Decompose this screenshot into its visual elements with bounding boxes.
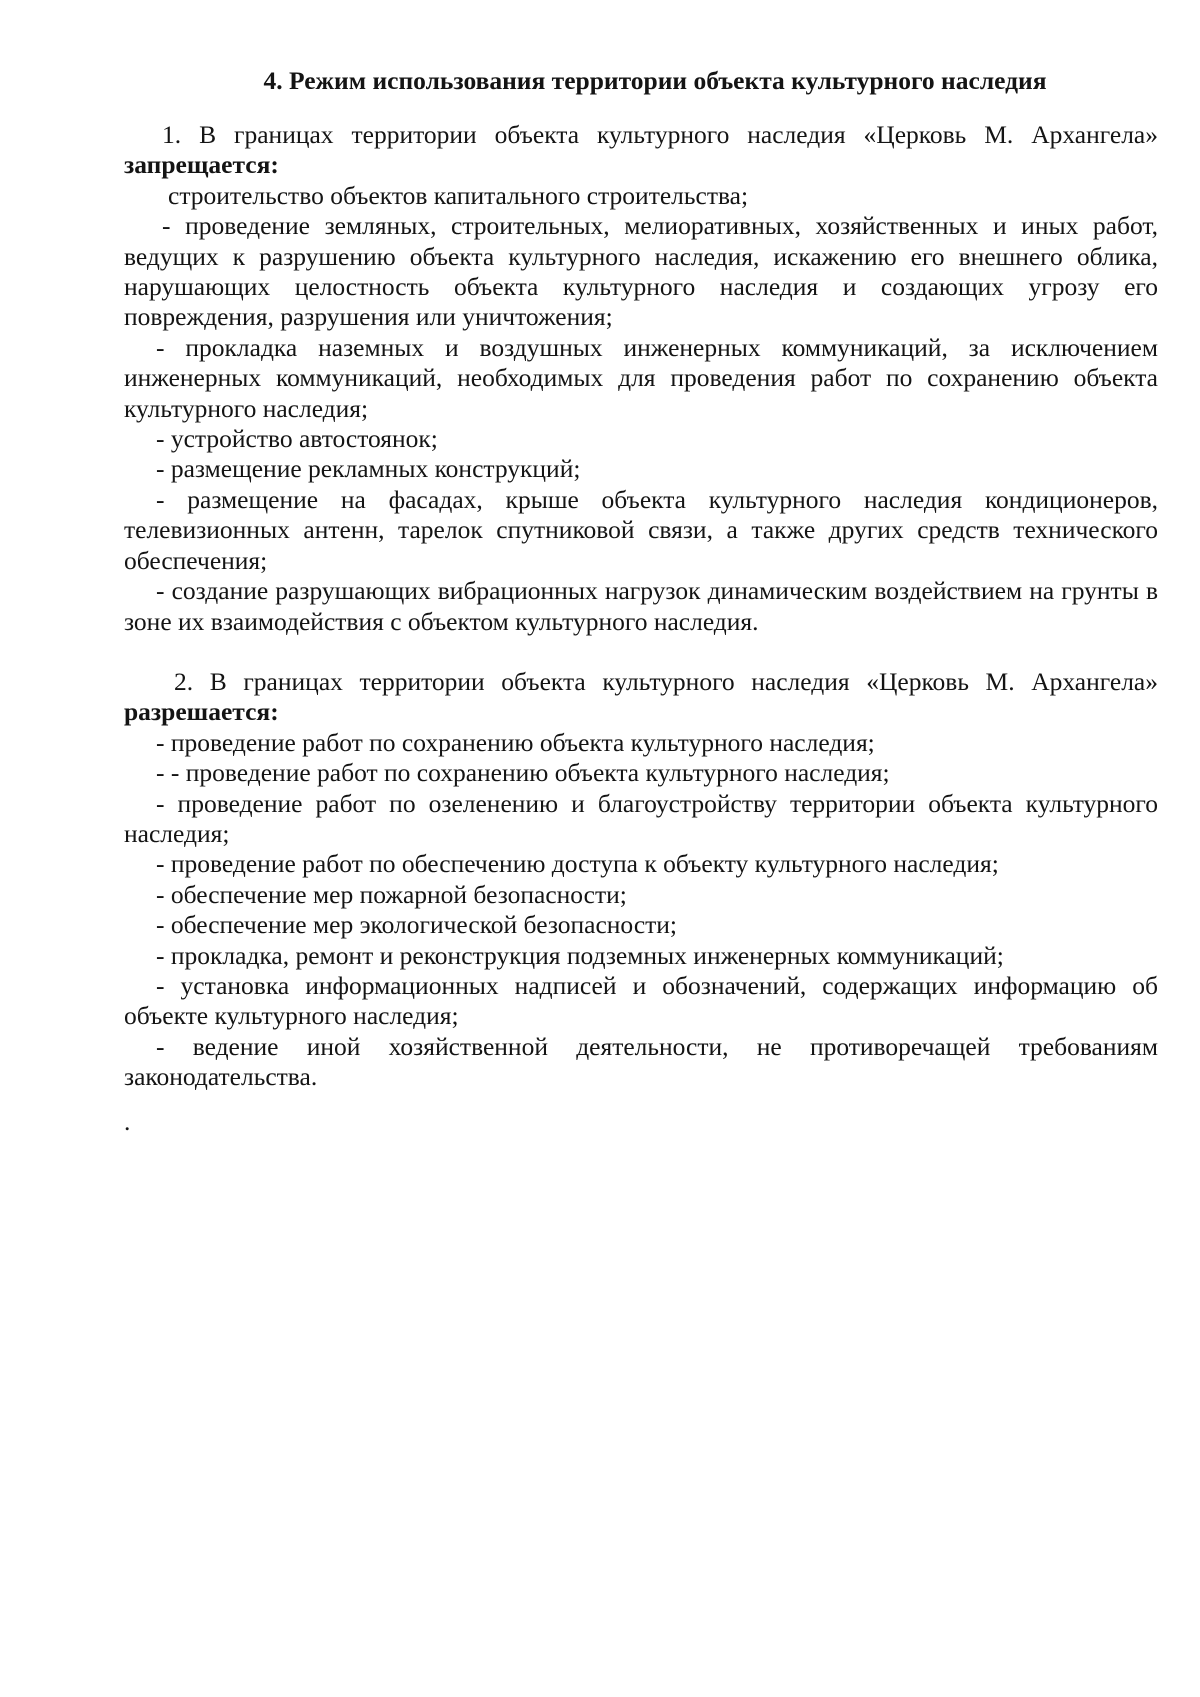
section1-item: - размещение на фасадах, крыше объекта культурного наследия кондиционеров, телевизионных антенн, тарелок спутниковой связи, а также других средств технического обеспечения;: [124, 484, 1158, 575]
section2-item: - проведение работ по озеленению и благоустройству территории объекта культурного наследия;: [124, 788, 1158, 848]
section2-intro-keyword: разрешается:: [124, 697, 279, 727]
document-body: [124, 66, 1158, 1137]
section2-intro: [124, 667, 1158, 728]
section1-intro-text: 1. В границах территории объекта культурного наследия «Церковь М. Архангела»: [162, 120, 1158, 149]
trailing-mark: .: [124, 1106, 131, 1136]
section2-item: - обеспечение мер экологической безопасности;: [156, 910, 678, 940]
section2-item: - ведение иной хозяйственной деятельности, не противоречащей требованиям законодательства.: [124, 1031, 1158, 1092]
section2-item: - прокладка, ремонт и реконструкция подземных инженерных коммуникаций;: [156, 940, 1004, 970]
section1-item: - устройство автостоянок;: [156, 424, 438, 454]
section2-item: - проведение работ по обеспечению доступа к объекту культурного наследия;: [156, 849, 999, 879]
section2-intro-text: 2. В границах территории объекта культурного наследия «Церковь М. Архангела»: [174, 666, 1158, 696]
section-gap: [124, 637, 1158, 667]
section1-intro: [124, 120, 1158, 181]
section1-item: строительство объектов капитального строительства;: [168, 180, 749, 210]
section2-item: - проведение работ по сохранению объекта культурного наследия;: [156, 727, 875, 757]
section1-item: - проведение земляных, строительных, мелиоративных, хозяйственных и иных работ, ведущих к разрушению объекта культурного наследия, искажению его внешнего облика, нарушающих целостность объекта культурного наследия и создающих угрозу его повреждения, разрушения или уничтожения;: [124, 211, 1158, 332]
section1-item: - размещение рекламных конструкций;: [156, 454, 581, 484]
section2-item: - - проведение работ по сохранению объекта культурного наследия;: [156, 758, 890, 788]
section2-item: - установка информационных надписей и обозначений, содержащих информацию об объекте культурного наследия;: [124, 970, 1158, 1031]
section1-item: - прокладка наземных и воздушных инженерных коммуникаций, за исключением инженерных коммуникаций, необходимых для проведения работ по сохранению объекта культурного наследия;: [124, 332, 1158, 423]
section1-item: - создание разрушающих вибрационных нагрузок динамическим воздействием на грунты в зоне их взаимодействия с объектом культурного наследия.: [124, 576, 1158, 636]
section2-item: - обеспечение мер пожарной безопасности;: [156, 879, 627, 909]
section-heading: 4. Режим использования территории объекта культурного наследия: [263, 66, 1047, 95]
section1-intro-keyword: запрещается:: [124, 150, 279, 180]
